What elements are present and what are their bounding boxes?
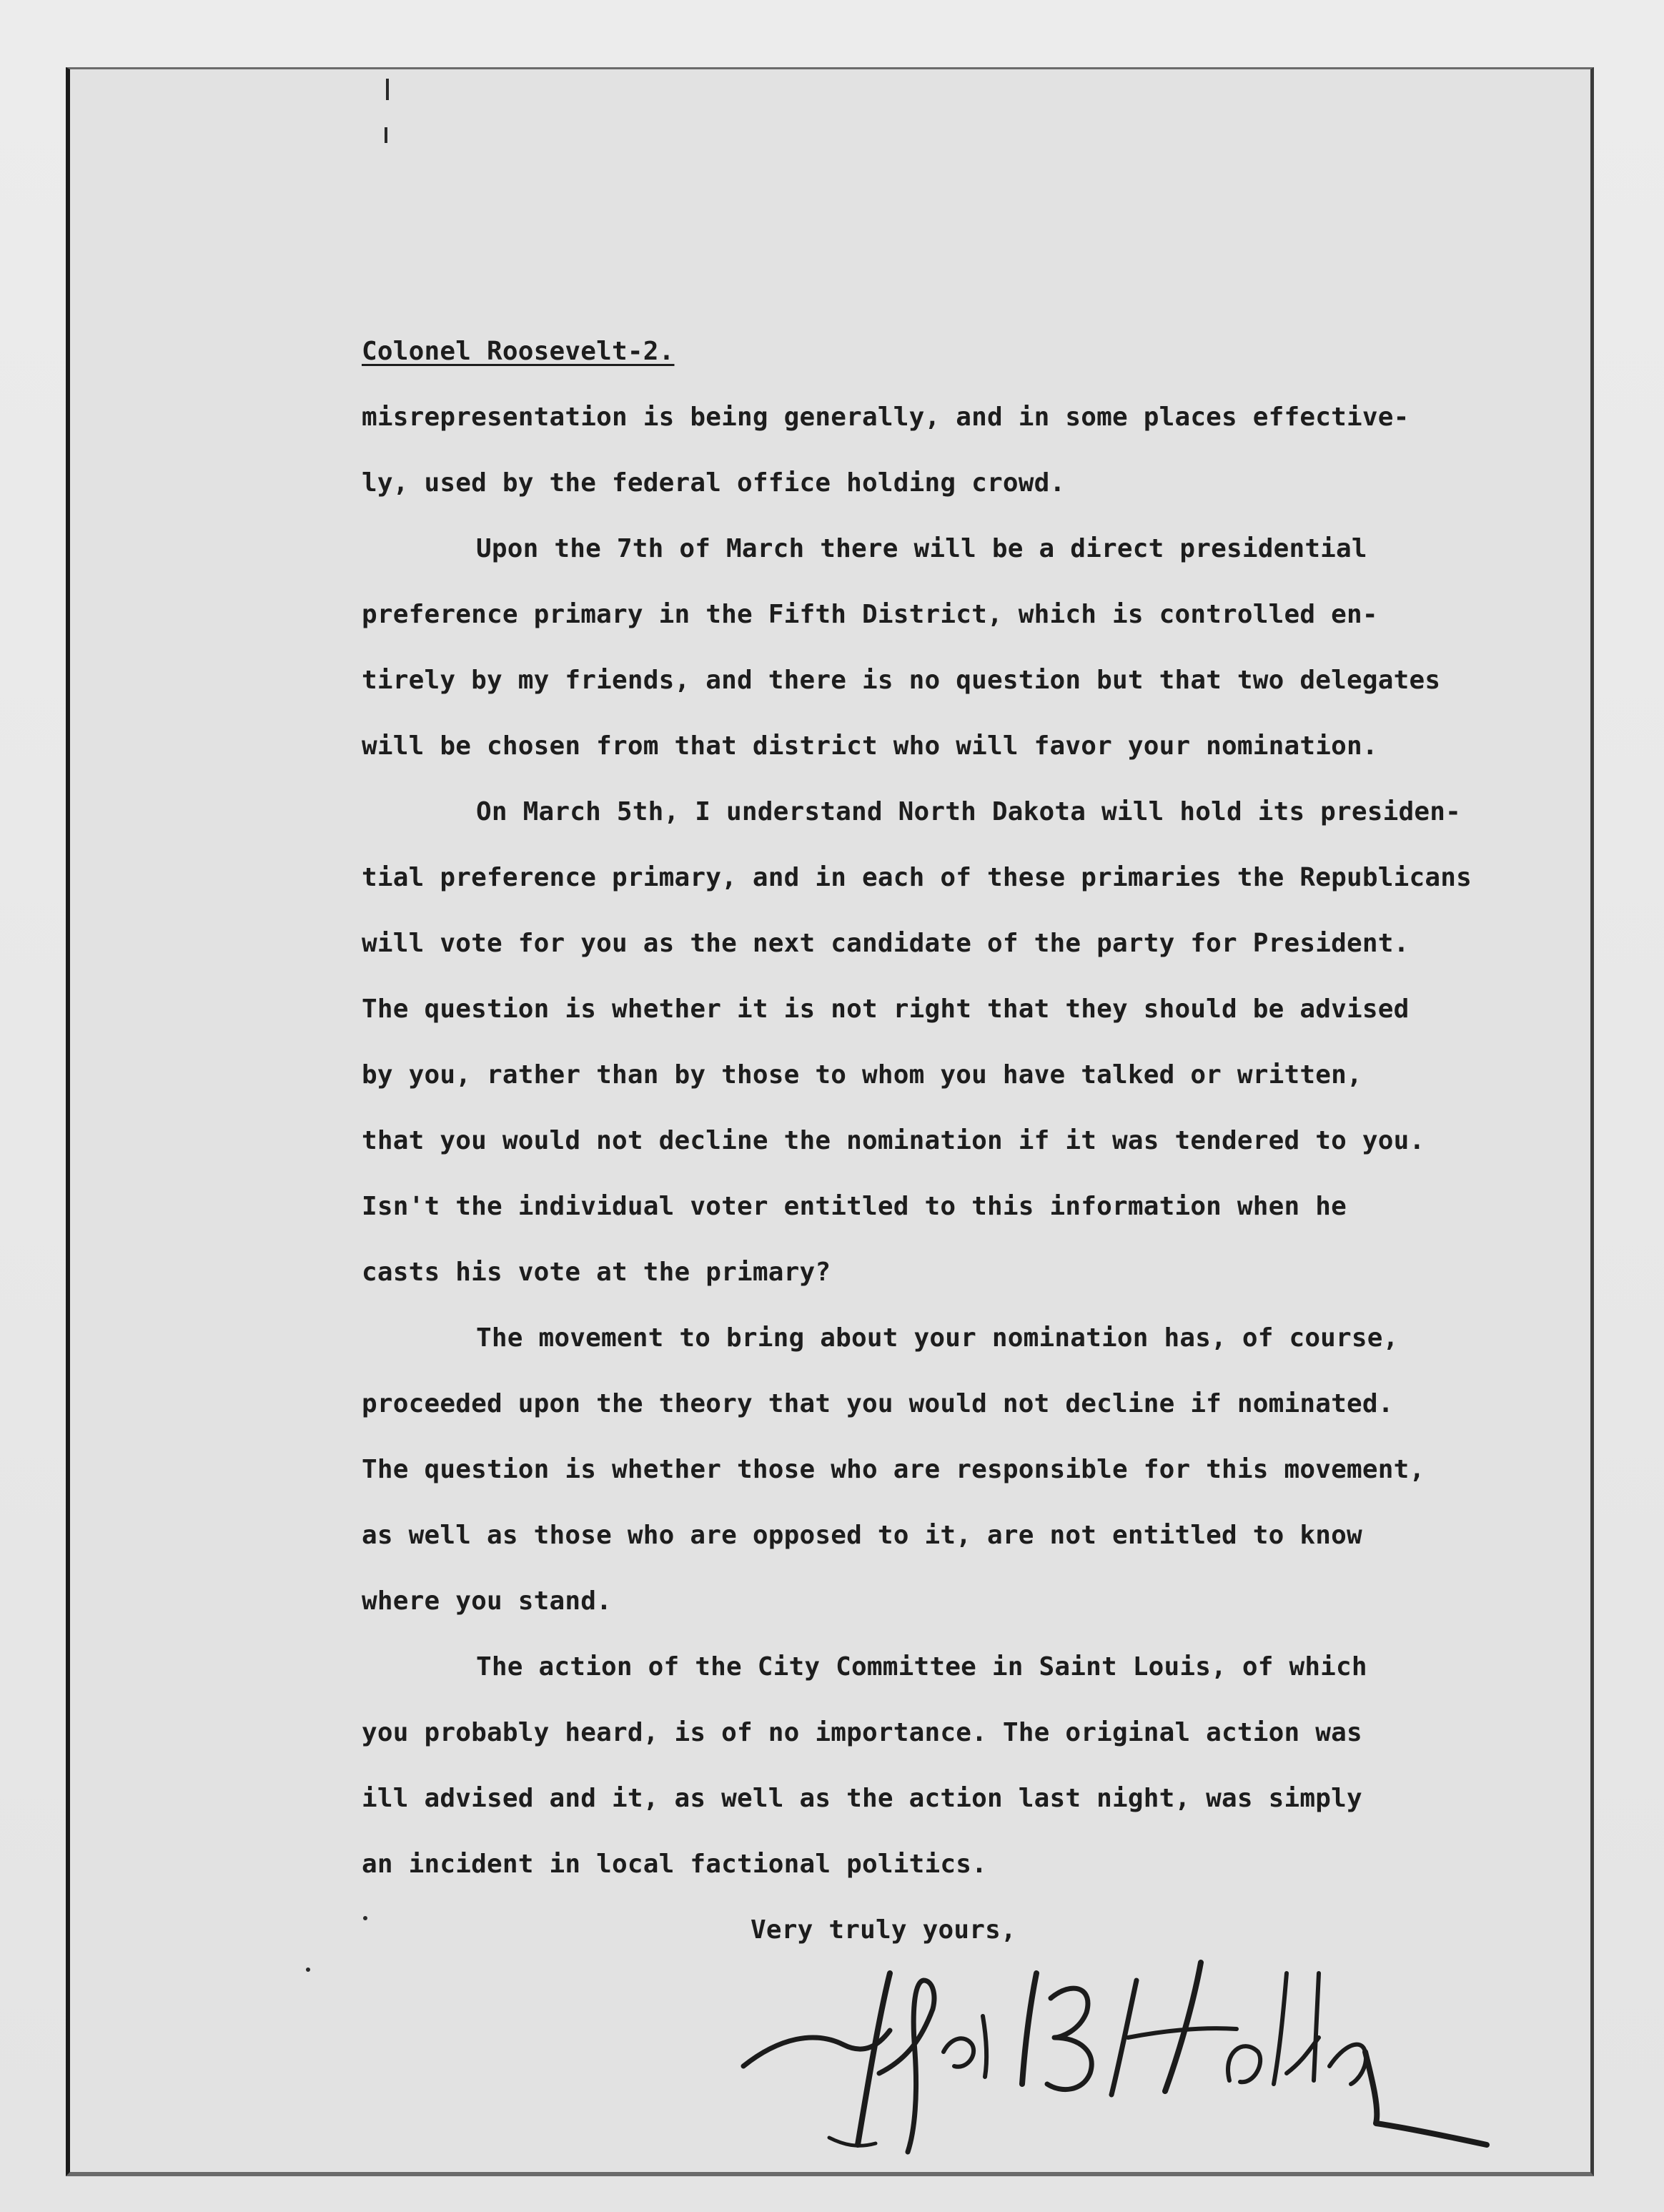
stray-mark [306, 1967, 310, 1972]
text-line: you probably heard, is of no importance. The original action was [362, 1718, 1362, 1747]
text-line: ly, used by the federal office holding crowd. [362, 468, 1066, 498]
text-line: The question is whether it is not right that they should be advised [362, 994, 1410, 1024]
paragraph-start-line: On March 5th, I understand North Dakota will hold its presiden- [476, 797, 1462, 826]
text-line: ill advised and it, as well as the action last night, was simply [362, 1784, 1362, 1813]
text-line: preference primary in the Fifth District, which is controlled en- [362, 600, 1378, 629]
text-line: proceeded upon the theory that you would not decline if nominated. [362, 1389, 1394, 1418]
paragraph-start-line: The action of the City Committee in Saint Louis, of which [476, 1652, 1367, 1682]
stray-mark [385, 127, 387, 143]
text-line: by you, rather than by those to whom you have talked or written, [362, 1060, 1362, 1090]
text-line: as well as those who are opposed to it, are not entitled to know [362, 1521, 1362, 1550]
text-line: casts his vote at the primary? [362, 1258, 831, 1287]
text-line: an incident in local factional politics. [362, 1850, 987, 1879]
stray-mark [386, 79, 389, 100]
letter-body [362, 319, 1534, 1963]
closing-salutation: Very truly yours, [751, 1915, 1016, 1945]
text-line: Isn't the individual voter entitled to this information when he [362, 1192, 1347, 1221]
page-heading: Colonel Roosevelt-2. [362, 337, 675, 366]
text-line: tial preference primary, and in each of these primaries the Republicans [362, 863, 1472, 892]
text-line: will vote for you as the next candidate of the party for President. [362, 929, 1410, 958]
text-line: where you stand. [362, 1586, 612, 1616]
paragraph-start-line: Upon the 7th of March there will be a direct presidential [476, 534, 1367, 563]
paragraph-start-line: The movement to bring about your nomination has, of course, [476, 1323, 1399, 1353]
text-line: will be chosen from that district who will favor your nomination. [362, 731, 1378, 761]
text-line: tirely by my friends, and there is no question but that two delegates [362, 666, 1441, 695]
text-line: that you would not decline the nomination if it was tendered to you. [362, 1126, 1425, 1155]
text-line: The question is whether those who are responsible for this movement, [362, 1455, 1425, 1484]
text-line: misrepresentation is being generally, and in some places effective- [362, 403, 1410, 432]
handwritten-signature [736, 1930, 1501, 2159]
